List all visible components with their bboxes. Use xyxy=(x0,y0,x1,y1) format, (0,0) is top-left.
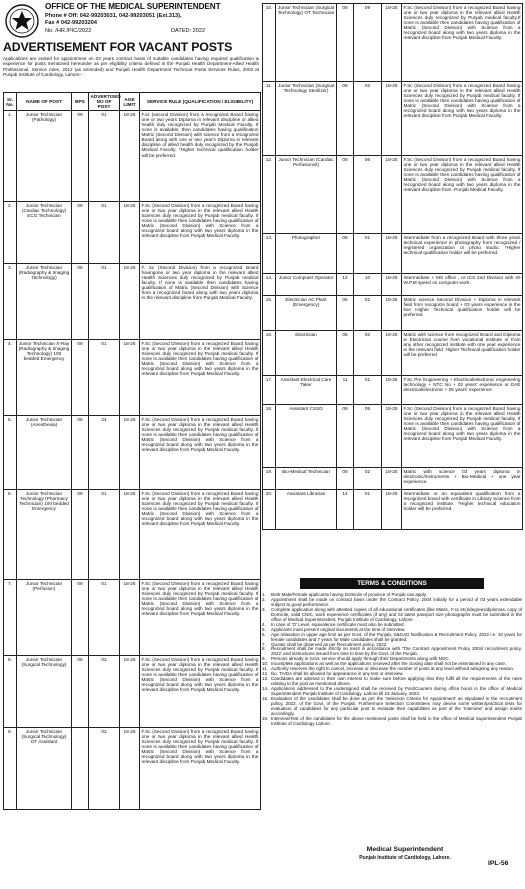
bps-cell: 09 xyxy=(337,468,354,490)
sr-cell: 10. xyxy=(263,4,276,82)
post-name-cell: Assistant Librarian xyxy=(276,490,337,530)
term-text: Recruitment shall be made strictly on merit in accordance with 'The Contract Appointment Policy 2004/ recruitment policy, 2022' and instructions issued from time to time by the Govt. of the Punjab. xyxy=(271,646,522,657)
term-number: 9. xyxy=(262,656,266,662)
post-name-cell: Junior Technician (Cardiac Technology) ECG Technician xyxy=(17,202,72,264)
table-row xyxy=(263,331,523,376)
bps-cell: 09 xyxy=(72,416,89,490)
term-number: 8. xyxy=(262,646,266,652)
terms-list xyxy=(262,593,522,727)
table-header-row xyxy=(4,93,261,111)
table-row xyxy=(4,340,261,416)
sr-cell: 6. xyxy=(4,490,17,580)
advertised-count-cell: 24 xyxy=(89,416,120,490)
bps-cell: 12 xyxy=(337,274,354,296)
reference-number: No. /HR./PIC/2022 xyxy=(45,28,92,34)
sr-cell: 2. xyxy=(4,202,17,264)
post-name-cell: Junior Technician (Surgical Technology) OT Assistant xyxy=(17,728,72,810)
post-name-cell: Bio-Medical Technician xyxy=(276,468,337,490)
service-rule-cell: F.Sc (Second Division) from a recognized Board having one or two year diploma in the relevant allied Health Sciences duly recognized by Punjab medical faculty. If none is available then candidates having qualification of Matric (Second Division) with Science from a recognized board along with two years diploma in the relevant discipline from Punjab Medical Faculty. xyxy=(140,202,261,264)
advertised-count-cell: 02 xyxy=(89,656,120,728)
service-rule-cell: F.Sc (Second Division) from a recognized Board having one or two year diploma in the relevant allied Health Sciences duly recognized by Punjab medical faculty. If none is available then candidates having qualification of Matric (Second Division) with Science from a recognized board along with two years diploma in the relevant discipline from Punjab Medical Faculty. xyxy=(402,405,523,468)
sr-cell: 8. xyxy=(4,656,17,728)
dated-line: DATED: 2022 xyxy=(171,28,206,34)
service-rule-cell: F.Sc (Second Division) from a recognized Board having one or two year diploma in the relevant allied Health Sciences duly recognized by Punjab medical faculty. If none is available then candidates having qualification of Matric (Second Division) with Science from a recognized board along with two years diploma in the relevant discipline from Punjab Medical Faculty. xyxy=(140,340,261,416)
bps-cell: 09 xyxy=(337,4,354,82)
term-text: Interview/Test of the candidates for the above mentioned posts shall be held in the office of Medical Superintendent Punjab Institute of Cardiology Lahore. xyxy=(271,715,522,726)
service-rule-cell: F.Sc Pre Engineering + Electrical/electronic engineering technology + NTC No + 02 years' experience or DAE electrical/electronic + 05 years' experience xyxy=(402,376,523,405)
bps-cell: 11 xyxy=(337,376,354,405)
advertisement-banner: ADVERTISEMENT FOR VACANT POSTS xyxy=(3,40,233,54)
age-limit-cell: 18-25 xyxy=(120,656,140,728)
header xyxy=(3,2,260,44)
term-text: Complete application along with attested copies of all educational certificates (like Matric, F.sc etc)/degrees/diplomas, copy of Domicile, valid CNIC, work experience certificates (if any) and 02 latest passport size photographs must be submitted in the office of Medical Superintendent, Punjab Institute of Cardiology, Lahore. xyxy=(271,606,522,622)
col-service-rule: SERVICE RULE (QUALIFICATION / ELIGIBILITY) xyxy=(140,93,261,111)
post-name-cell: Junior Technician (Perfusion) xyxy=(17,580,72,656)
term-text: Applicants must present original documents at the time of interview. xyxy=(271,626,406,632)
posts-table-right xyxy=(262,3,523,530)
advertised-count-cell: 02 xyxy=(354,296,382,331)
advertised-count-cell: 01 xyxy=(89,580,120,656)
table-row xyxy=(4,580,261,656)
sr-cell: 20. xyxy=(263,490,276,530)
term-text: Incomplete applications as well as the applications received after the closing date shall not be entertained in any case. xyxy=(271,661,507,667)
advertised-count-cell: 01 xyxy=(354,376,382,405)
ipl-code: IPL-56 xyxy=(488,860,509,867)
post-name-cell: Junior Technician (Surgical Technology) OT Technician xyxy=(276,4,337,82)
sr-cell: 17. xyxy=(263,376,276,405)
advertised-count-cell: 05 xyxy=(354,405,382,468)
bps-cell: 08 xyxy=(337,234,354,274)
bps-cell: 09 xyxy=(72,202,89,264)
table-row xyxy=(263,82,523,156)
phone-line: Phone # Off: 042-99203031, 042-99203051 (Ext.313), xyxy=(45,13,182,19)
service-rule-cell: F.Sc (Second Division) from a recognized Board having one or two year diploma in the relevant allied Health Sciences duly recognized by Punjab medical faculty. If none is available then candidates having qualification of Matric (Second Division) with Science from a recognized board along with two years diploma in the relevant discipline from Punjab Medical Faculty. xyxy=(140,656,261,728)
term-number: 10. xyxy=(262,661,269,667)
term-text: Authority reserves the right to cancel, increase or decrease the number of posts at any level without assigning any reason. xyxy=(271,666,515,672)
term-number: 3. xyxy=(262,606,266,612)
advertised-count-cell: 01 xyxy=(354,234,382,274)
posts-table-left xyxy=(3,92,261,810)
age-limit-cell: 18-25 xyxy=(382,331,402,376)
table-row xyxy=(4,111,261,202)
table-row xyxy=(4,264,261,340)
term-number: 6. xyxy=(262,631,266,637)
sr-cell: 15. xyxy=(263,296,276,331)
service-rule-cell: F. Sc (Second Division) from a recognized Board havingone or two year diploma in the relevant allied Health Sciences duly recognized by Punjab medical faculty. If none is available then candidates having qualification of Matric (Second Division) with Science from a recognized board along with two years diploma in the relevant discipline from Punjab Medical Faculty. xyxy=(140,264,261,340)
table-row xyxy=(263,4,523,82)
sr-cell: 16. xyxy=(263,331,276,376)
advertised-count-cell: 01 xyxy=(89,340,120,416)
post-name-cell: Junior Technician (Surgical Technology) xyxy=(17,656,72,728)
government-seal-icon xyxy=(5,4,39,38)
term-text: Quotas shall be observed as per Recruitment policy, 2022. xyxy=(271,641,388,647)
bps-cell: 09 xyxy=(72,111,89,202)
bps-cell: 09 xyxy=(337,82,354,156)
term-text: Candidates are advised in their own interest to make sure before applying that they fulfil all the requirements of the rules relating to the post as mentioned above. xyxy=(271,676,522,687)
post-name-cell: Assistant CSSD xyxy=(276,405,337,468)
advertised-count-cell: 02 xyxy=(354,82,382,156)
service-rule-cell: F.Sc (Second Division) from a recognized Board having one or two year diploma in the relevant allied Health Sciences duly recognized by Punjab medical faculty. If none is available then candidates having qualification of Matric (Second Division) with Science from a recognized board along with two years diploma in the relevant discipline from -Punjab Medical Faculty. xyxy=(402,156,523,234)
service-rule-cell: Matric with science 03 years diploma in electronic/instruments + Bio-Medical + one year experience. xyxy=(402,468,523,490)
age-limit-cell: 18-25 xyxy=(120,728,140,810)
service-rule-cell: Matric science Second Division + Diploma in relevant field from recognize board + 03 years experience in the line Higher Technical qualification holder will be preferred xyxy=(402,296,523,331)
term-number: 4. xyxy=(262,621,266,627)
advertised-count-cell: 01 xyxy=(89,264,120,340)
age-limit-cell: 18-25 xyxy=(382,156,402,234)
term-text: Appointment shall be made on contract basis under the Contract Policy, 2004 initially for a period of 03 years extendable subject to good performance. xyxy=(271,596,522,607)
advertised-count-cell: 01 xyxy=(89,490,120,580)
service-rule-cell: Intermediate or an equivalent qualification from a recognized board with certificate in Library Science from a recognized institute. *Higher technical education holder will be preferred. xyxy=(402,490,523,530)
table-row xyxy=(263,156,523,234)
table-row xyxy=(263,274,523,296)
post-name-cell: Junior Technician (Surgical Technology Sterilizer) xyxy=(276,82,337,156)
table-row xyxy=(4,490,261,580)
post-name-cell: Junior Technician (Pathology) xyxy=(17,111,72,202)
advertised-count-cell: 01 xyxy=(354,490,382,530)
office-title: OFFICE OF THE MEDICAL SUPERINTENDENT xyxy=(45,2,221,11)
signatory-org: Punjab Institute of Cardiology, Lahore. xyxy=(359,855,451,861)
sr-cell: 1. xyxy=(4,111,17,202)
col-bps: BPS xyxy=(72,93,89,111)
term-number: 11. xyxy=(262,666,268,672)
age-limit-cell: 18-25 xyxy=(120,580,140,656)
post-name-cell: Photographer xyxy=(276,234,337,274)
signature-block xyxy=(330,846,480,861)
sr-cell: 7. xyxy=(4,580,17,656)
post-name-cell: Electrician AC Plant (Emergency) xyxy=(276,296,337,331)
service-rule-cell: Intermediate + MS office , or ICS 2nd Division with 40 W.P.M speed on computer work. xyxy=(402,274,523,296)
terms-heading: TERMS & CONDITIONS xyxy=(300,578,484,589)
advertised-count-cell: 06 xyxy=(354,156,382,234)
post-name-cell: Junior Technician (Radiography & Imaging Technology) xyxy=(17,264,72,340)
bps-cell: 06 xyxy=(337,331,354,376)
term-number: 1. xyxy=(262,592,266,597)
bps-cell: 09 xyxy=(337,405,354,468)
service-rule-cell: F.Sc (Second Division) from a recognized Board having one or two year diploma in the relevant allied Health Sciences duly recognized by Punjab medical faculty. If none is available then candidates having qualification of Matric (Second Division) with Science from a recognized board along with two years diploma in the relevant discipline from Punjab Medical Faculty. xyxy=(140,580,261,656)
term-text: Persons already in Govt. service should apply through their Departments along with NOC. xyxy=(271,656,450,662)
sr-cell: 5. xyxy=(4,416,17,490)
term-number: 13. xyxy=(262,676,269,682)
age-limit-cell: 18-25 xyxy=(120,264,140,340)
col-sr: Sr. No. xyxy=(4,93,17,111)
sr-cell: 11. xyxy=(263,82,276,156)
sr-cell: 19. xyxy=(263,468,276,490)
table-row xyxy=(263,405,523,468)
advertised-count-cell: 02 xyxy=(354,468,382,490)
term-text: In case of 'O' Level, equivalence certificate must also be submitted. xyxy=(271,621,405,627)
age-limit-cell: 18-25 xyxy=(382,405,402,468)
term-item xyxy=(262,717,522,727)
age-limit-cell: 18-25 xyxy=(120,490,140,580)
term-number: 15. xyxy=(262,696,269,702)
post-name-cell: Junior Computer Operator xyxy=(276,274,337,296)
bps-cell: 09 xyxy=(72,580,89,656)
post-name-cell: Junior Technician (Anesthesia) xyxy=(17,416,72,490)
sr-cell: 3. xyxy=(4,264,17,340)
col-age: AGE LIMIT xyxy=(120,93,140,111)
col-advertised: ADVERTISED NO OF POST xyxy=(90,94,121,110)
bps-cell: 09 xyxy=(72,264,89,340)
advertised-count-cell: 02 xyxy=(354,331,382,376)
age-limit-cell: 18-25 xyxy=(382,468,402,490)
age-limit-cell: 18-25 xyxy=(382,82,402,156)
service-rule-cell: F.sc (second Division) from a recognized Board having one or two years Diploma in relevant discipline or allied health duly recognized by Punjab Medical Faculty. If none is available, then candidates having qualification Matric (Second Division) with science from a recognized Board along with one or two year's Diploma in relevant discipline of allied health duly recognized by the Punjab Medical Faculty. *Higher technical qualification holder will be preferred. xyxy=(140,111,261,202)
bps-cell xyxy=(72,728,89,810)
table-row xyxy=(263,490,523,530)
table-row xyxy=(263,296,523,331)
bps-cell: 09 xyxy=(72,490,89,580)
term-item xyxy=(262,608,522,623)
post-name-cell: Junior Technician Technology (Pharmacy Technician) 100 bedded Emergency xyxy=(17,490,72,580)
age-limit-cell: 18-25 xyxy=(382,296,402,331)
sr-cell: 9. xyxy=(4,728,17,810)
advertised-count-cell: 01 xyxy=(89,111,120,202)
fax-line: Fax # 042-99203204 xyxy=(45,20,97,26)
col-post-name: NAME OF POST xyxy=(17,93,72,111)
term-item xyxy=(262,697,522,717)
sr-cell: 4. xyxy=(4,340,17,416)
term-number: 2. xyxy=(262,596,266,602)
term-number: 7. xyxy=(262,641,266,647)
term-number: 5. xyxy=(262,626,266,632)
age-limit-cell: 18-25 xyxy=(382,490,402,530)
sr-cell: 14. xyxy=(263,274,276,296)
term-text: Evaluation of the candidates shall be done as per the 'Selection Criteria for Appointment' as stipulated in the recruitment policy, 2022, of the Govt. of the Punjab. Furthermore Selection Committees may devise some written/practical tests for evaluation of candidates for any particular post to evaluate their capabilities as part of the 'Interview' and assign marks accordingly. xyxy=(271,696,522,716)
age-limit-cell: 18-25 xyxy=(120,202,140,264)
term-number: 14. xyxy=(262,686,269,692)
age-limit-cell: 18-25 xyxy=(120,340,140,416)
bps-cell: 09 xyxy=(337,156,354,234)
advertised-count-cell: 01 xyxy=(89,202,120,264)
bps-cell: 09 xyxy=(72,656,89,728)
table-row xyxy=(263,234,523,274)
service-rule-cell: Intermediate from a recognized Board with three years technical experience in photography from recognized / registered organization or photo studio. *Higher technical qualification holder will be preferred. xyxy=(402,234,523,274)
table-row xyxy=(263,376,523,405)
age-limit-cell: 18-25 xyxy=(382,274,402,296)
post-name-cell: Electrician xyxy=(276,331,337,376)
term-number: 16. xyxy=(262,715,269,721)
service-rule-cell: Matric with science from recognized Board and Diploma in Electrician course from vocational institute or from any other recognized institute with one year experience in the relevant field. Higher Technical qualification holder will be preferred xyxy=(402,331,523,376)
table-row xyxy=(4,656,261,728)
term-text: Age relaxation in upper age limit as per Govt. of the Punjab, S&GAD Notification & Recruitment Policy, 2022 i.e. 10 years for female candidates and 7 years for Male candidates shall be granted. xyxy=(271,631,522,642)
sr-cell: 13. xyxy=(263,234,276,274)
bps-cell: 14 xyxy=(337,490,354,530)
post-name-cell: Junior Technician (Cardiac Perfusionist) xyxy=(276,156,337,234)
service-rule-cell: F.Sc (Second Division) from a recognized Board having one or two year diploma in the relevant allied Health Sciences duly recognized by Punjab medical faculty.If none is available then candidates having qualification of Matric (Second Division) with Science from a recognized board along with two years diploma in the relevant discipline from Punjab Medical Faculty. xyxy=(402,4,523,82)
intro-paragraph: Applications are invited for appointment on 03 years contract basis of suitable candidates having required qualification & experience for posts mentioned hereunder as per eligibility criteria defined in the Punjab Health Department-Allied Health Professional, Service rules, 2012 (as amended) and Punjab Health Department Technical Posts Services Rules, 2003 at Punjab Institute of Cardiology, Lahore:- xyxy=(3,56,259,77)
age-limit-cell: 18-25 xyxy=(120,416,140,490)
sr-cell: 12. xyxy=(263,156,276,234)
age-limit-cell: 18-25 xyxy=(382,234,402,274)
table-row xyxy=(263,468,523,490)
term-text: Applications addressed to the undersigned shall be received by Post/Couriers during office hours in the office of Medical Superintendent Punjab Institute of Cardiology, Lahore till 23 January, 2023. xyxy=(271,686,522,697)
signatory-title: Medical Superintendent xyxy=(366,846,444,853)
advertised-count-cell: 02 xyxy=(89,728,120,810)
service-rule-cell: F.Sc (Second Division) from a recognized Board having one or two year diploma in the relevant allied Health Sciences duly recognized by Punjab medical faculty. If none is available then candidates having qualification of Matric (Second Division) with Science from a recognized board along with two years diploma in the relevant discipline from Punjab Medical Faculty. xyxy=(140,728,261,810)
post-name-cell: Junior Technician X-Ray (Radiography & Imaging Technology) 100 bedded Emergency xyxy=(17,340,72,416)
term-text: No. TA/DA shall be allowed for appearance in any test or interview. xyxy=(271,671,404,677)
age-limit-cell: 18-25 xyxy=(382,376,402,405)
sr-cell: 18. xyxy=(263,405,276,468)
table-row xyxy=(4,202,261,264)
term-number: 12. xyxy=(262,671,269,677)
service-rule-cell: F.Sc (Second Division) from a recognized Board having one or two year diploma in the relevant allied Health Sciences duly recognized by Punjab medical faculty. If none is available then candidates having qualification of Matric (Second Division) with Science from a recognized board along with two years diploma in the relevant discipline from Punjab Medical Faculty. xyxy=(140,490,261,580)
service-rule-cell: F.Sc (Second Division) from a recognized Board having one or two year diploma in the relevant allied Health Sciences duly recognized by Punjab medical faculty. If none is available then candidates having qualification of Matric (Second Division) with Science from a recognized board along with two years diploma in the relevant discipline from Punjab Medical Faculty. xyxy=(140,416,261,490)
advertised-count-cell: 09 xyxy=(354,4,382,82)
table-row xyxy=(4,728,261,810)
bps-cell: 06 xyxy=(337,296,354,331)
term-text: Both Male/Female applicants having Domicile of province of Punjab can apply. xyxy=(271,592,428,597)
bps-cell: 09 xyxy=(72,340,89,416)
table-row xyxy=(4,416,261,490)
age-limit-cell: 18-25 xyxy=(120,111,140,202)
service-rule-cell: F.Sc (Second Division) from a recognized Board having one or two year diploma in the relevant allied Health Sciences duly recognized by Punjab medical faculty. If none is available then candidates having qualification of Matric (Second Division) with Science from a recognized board along with two years diploma in the relevant discipline from Punjab Medical Faculty. xyxy=(402,82,523,156)
post-name-cell: Assistant Electrical Care Taker xyxy=(276,376,337,405)
advertised-count-cell: 10 xyxy=(354,274,382,296)
age-limit-cell: 18-25 xyxy=(382,4,402,82)
